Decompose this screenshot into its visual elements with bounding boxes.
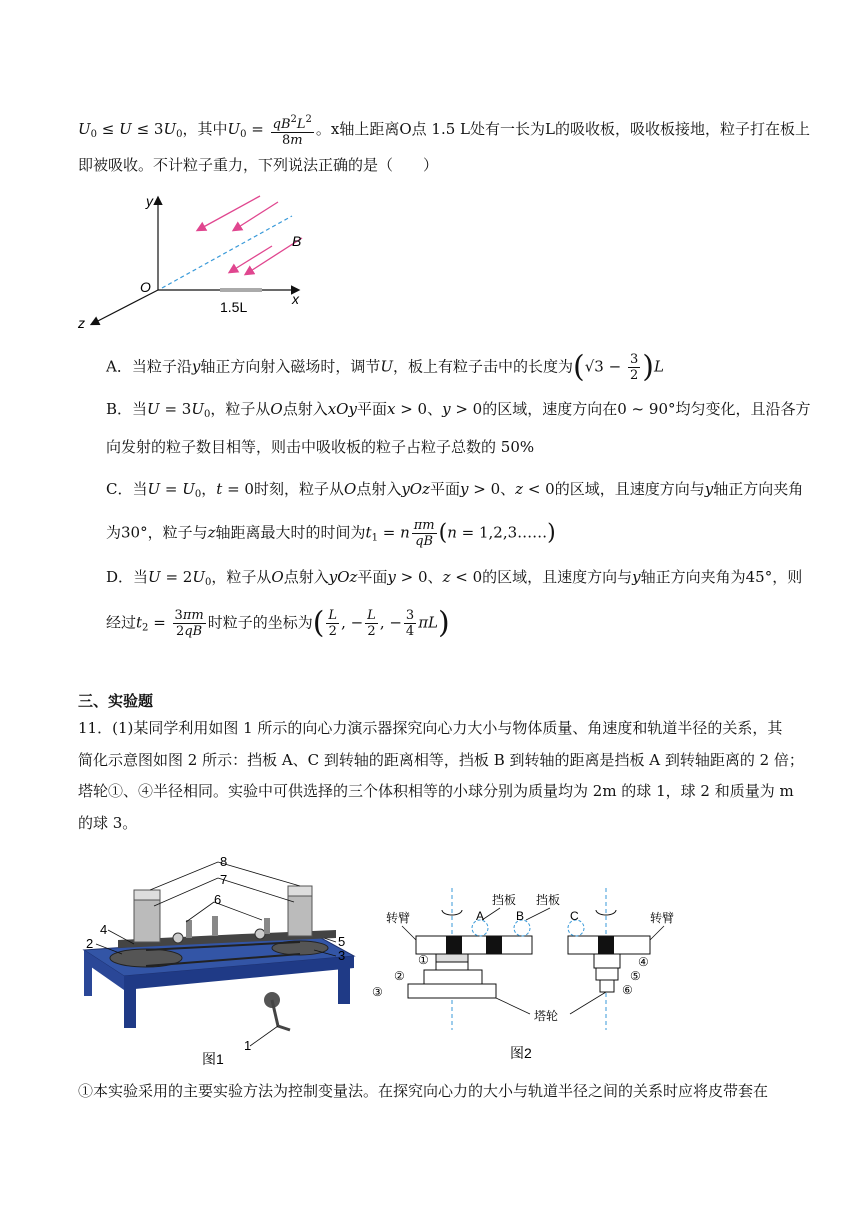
label-circ-3: ③ — [372, 985, 383, 999]
option-a: A．当粒子沿y轴正方向射入磁场时，调节U，板上有粒子击中的长度为(√3 − $\frac{3}{2}$ )L — [106, 349, 664, 385]
option-c: C．当$U = U_0$，t = 0时刻，粒子从O点射入yOz平面y > 0、z < 0的区域，且速度方向与y轴正方向夹角 — [106, 480, 804, 500]
ball — [255, 929, 265, 939]
intro-line-1: $U_0 \le U \le 3U_0$，其中$U_0$ = $\frac{qB^2L^2}{8m}$ 。x轴上距离O点 1.5 L处有一长为L的吸收板，吸收板接地，粒子打在板上 — [78, 114, 810, 148]
option-b: B．当$U = 3U_0$，粒子从O点射入xOy平面x > 0、y > 0的区域，速度方向在0 ~ 90°均匀变化，且沿各方 — [106, 400, 811, 420]
right-column — [288, 894, 312, 936]
device-leg — [84, 960, 92, 996]
label-z: z — [78, 315, 85, 331]
label-circ-6: ⑥ — [622, 983, 633, 997]
label-3: 3 — [338, 948, 346, 963]
section-heading: 三、实验题 — [78, 692, 154, 710]
label-baffle-1: 挡板 — [492, 893, 517, 907]
absorber-plate — [220, 288, 262, 292]
wheel-1 — [436, 954, 468, 962]
q11-line-4: 的球 3。 — [78, 814, 138, 832]
label-circ-5: ⑤ — [630, 969, 641, 983]
q11-last-line: ①本实验采用的主要实验方法为控制变量法。在探究向心力的大小与轨道半径之间的关系时应将皮带套在 — [78, 1082, 769, 1100]
baffle — [264, 918, 270, 934]
q11-line-3: 塔轮①、④半径相同。实验中可供选择的三个体积相等的小球分别为质量均为 2m 的球 1，球 2 和质量为 m — [78, 782, 794, 800]
label-7: 7 — [220, 872, 228, 887]
label-circ-2: ② — [394, 969, 405, 983]
figure-2-caption: 图2 — [510, 1045, 532, 1061]
ball — [173, 933, 183, 943]
label-1: 1 — [244, 1038, 252, 1053]
figure-1-device — [74, 850, 364, 1070]
wheel-1-body — [436, 962, 468, 970]
left-slot — [486, 936, 502, 954]
left-hub — [446, 936, 462, 954]
option-d: D．当$U = 2U_0$，粒子从O点射入yOz平面y > 0、z < 0的区域，且速度方向与y轴正方向夹角为45°，则 — [106, 568, 803, 588]
magnetic-field-figure — [70, 188, 320, 333]
left-arm-box — [416, 936, 532, 954]
device-leg — [338, 966, 350, 1004]
label-arm-left: 转臂 — [386, 911, 411, 925]
label-tower: 塔轮 — [534, 1009, 559, 1023]
wheel-4 — [594, 954, 620, 968]
z-axis — [92, 290, 158, 324]
baffle — [212, 916, 218, 936]
figure-1-caption: 图1 — [202, 1051, 224, 1067]
intro-text: ，其中 — [182, 120, 228, 138]
q11-line-1: 11．(1)某同学利用如图 1 所示的向心力演示器探究向心力大小与物体质量、角速度和轨道半径的关系，其 — [78, 719, 783, 737]
wheel-3 — [408, 984, 496, 998]
right-cap — [288, 886, 312, 896]
label-1-5l: 1.5L — [220, 299, 248, 315]
label-arm-right: 转臂 — [650, 911, 675, 925]
q11-line-2: 简化示意图如图 2 所示：挡板 A、C 到转轴的距离相等，挡板 B 到转轴的距离是挡板 A 到转轴距离的 2 倍； — [78, 751, 804, 769]
label-b: B — [292, 233, 302, 249]
label-circ-1: ① — [418, 953, 429, 967]
wheel-6 — [600, 980, 614, 992]
label-8: 8 — [220, 854, 228, 869]
right-hub — [598, 936, 614, 954]
figure-2-schematic — [370, 880, 700, 1070]
label-a: A — [476, 909, 485, 923]
left-column — [134, 898, 160, 942]
label-6: 6 — [214, 892, 222, 907]
label-x: x — [292, 291, 299, 307]
label-c: C — [570, 909, 579, 923]
label-2: 2 — [86, 936, 94, 951]
label-b: B — [516, 909, 525, 923]
option-b-line-2: 向发射的粒子数目相等，则击中吸收板的粒子占粒子总数的 50% — [106, 438, 535, 456]
baffle — [186, 920, 192, 938]
option-d-line-2: 经过$t_2$ = $\frac{3\pi m}{2qB}$ 时粒子的坐标为( $\frac{L}{2}$ , − $\frac{L}{2}$ , − $\frac{3}{4}$ πL) — [106, 605, 450, 641]
field-arrow — [230, 246, 272, 272]
wheel-2 — [424, 970, 482, 984]
device-leg — [124, 988, 136, 1028]
label-o: O — [140, 279, 151, 295]
field-arrow — [198, 196, 260, 230]
label-4: 4 — [100, 922, 108, 937]
option-c-line-2: 为30°，粒子与z轴距离最大时的时间为$t_1 = n$ $\frac{\pi m}{qB}$ (n = 1,2,3……) — [106, 518, 556, 549]
label-baffle-2: 挡板 — [536, 893, 561, 907]
field-dashed-line — [162, 216, 292, 288]
intro-tail: 。x轴上距离O点 1.5 L处有一长为L的吸收板，吸收板接地，粒子打在板上 — [315, 120, 810, 138]
wheel-5 — [596, 968, 618, 980]
label-y: y — [146, 193, 153, 209]
intro-line-2: 即被吸收。不计粒子重力，下列说法正确的是（ ） — [78, 156, 439, 174]
label-5: 5 — [338, 934, 346, 949]
label-circ-4: ④ — [638, 955, 649, 969]
left-cap — [134, 890, 160, 900]
